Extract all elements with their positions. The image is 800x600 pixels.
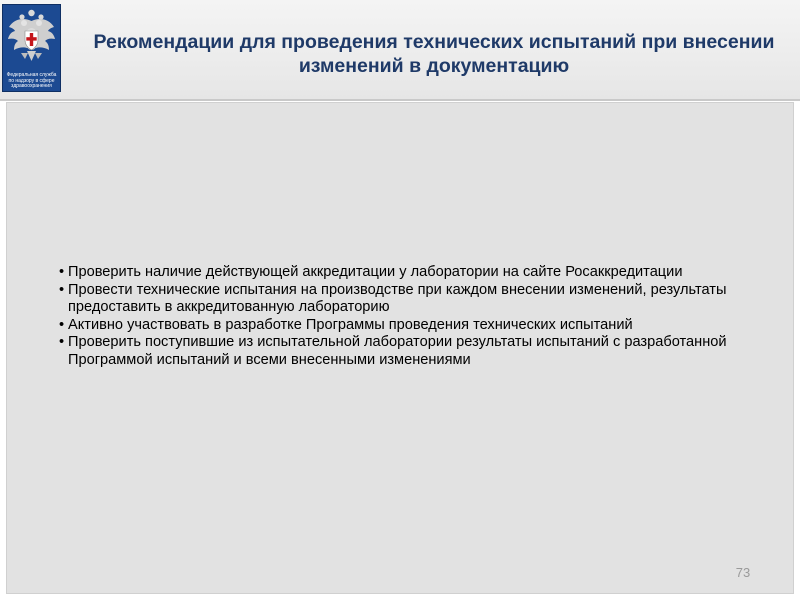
bullet-item — [60, 264, 775, 282]
logo-caption — [4, 73, 59, 90]
bullet-text: Провести технические испытания на производстве при каждом внесении изменений, результаты предоставить в аккредитованную лабораторию — [68, 281, 727, 315]
bullet-icon: • — [59, 334, 65, 350]
bullet-text: Проверить поступившие из испытательной лаборатории результаты испытаний с разработанной Программой испытаний и всеми внесенными изменениями — [68, 334, 727, 368]
header-divider — [0, 99, 800, 101]
logo-caption-line: Федеральная служба — [6, 72, 57, 78]
bullet-icon: • — [59, 316, 65, 333]
logo-caption-line: по надзору в сфере — [8, 77, 55, 84]
roszdravnadzor-logo — [2, 4, 61, 92]
bullet-item — [60, 334, 775, 369]
double-headed-eagle-emblem-icon — [5, 7, 58, 69]
bullet-icon: • — [59, 264, 65, 280]
bullet-item — [60, 317, 775, 335]
bullet-item — [60, 282, 775, 317]
bullet-text: Проверить наличие действующей аккредитации у лаборатории на сайте Росаккредитации — [68, 264, 683, 280]
bullet-icon: • — [59, 281, 65, 298]
bullet-text: Активно участвовать в разработке Программы проведения технических испытаний — [68, 316, 633, 333]
slide-title: Рекомендации для проведения технических испытаний при внесении изменений в документацию — [93, 31, 775, 77]
bullet-list — [60, 264, 775, 369]
slide-header — [0, 0, 800, 100]
logo-caption-line: здравоохранения — [11, 83, 52, 89]
page-number: 73 — [735, 565, 751, 580]
